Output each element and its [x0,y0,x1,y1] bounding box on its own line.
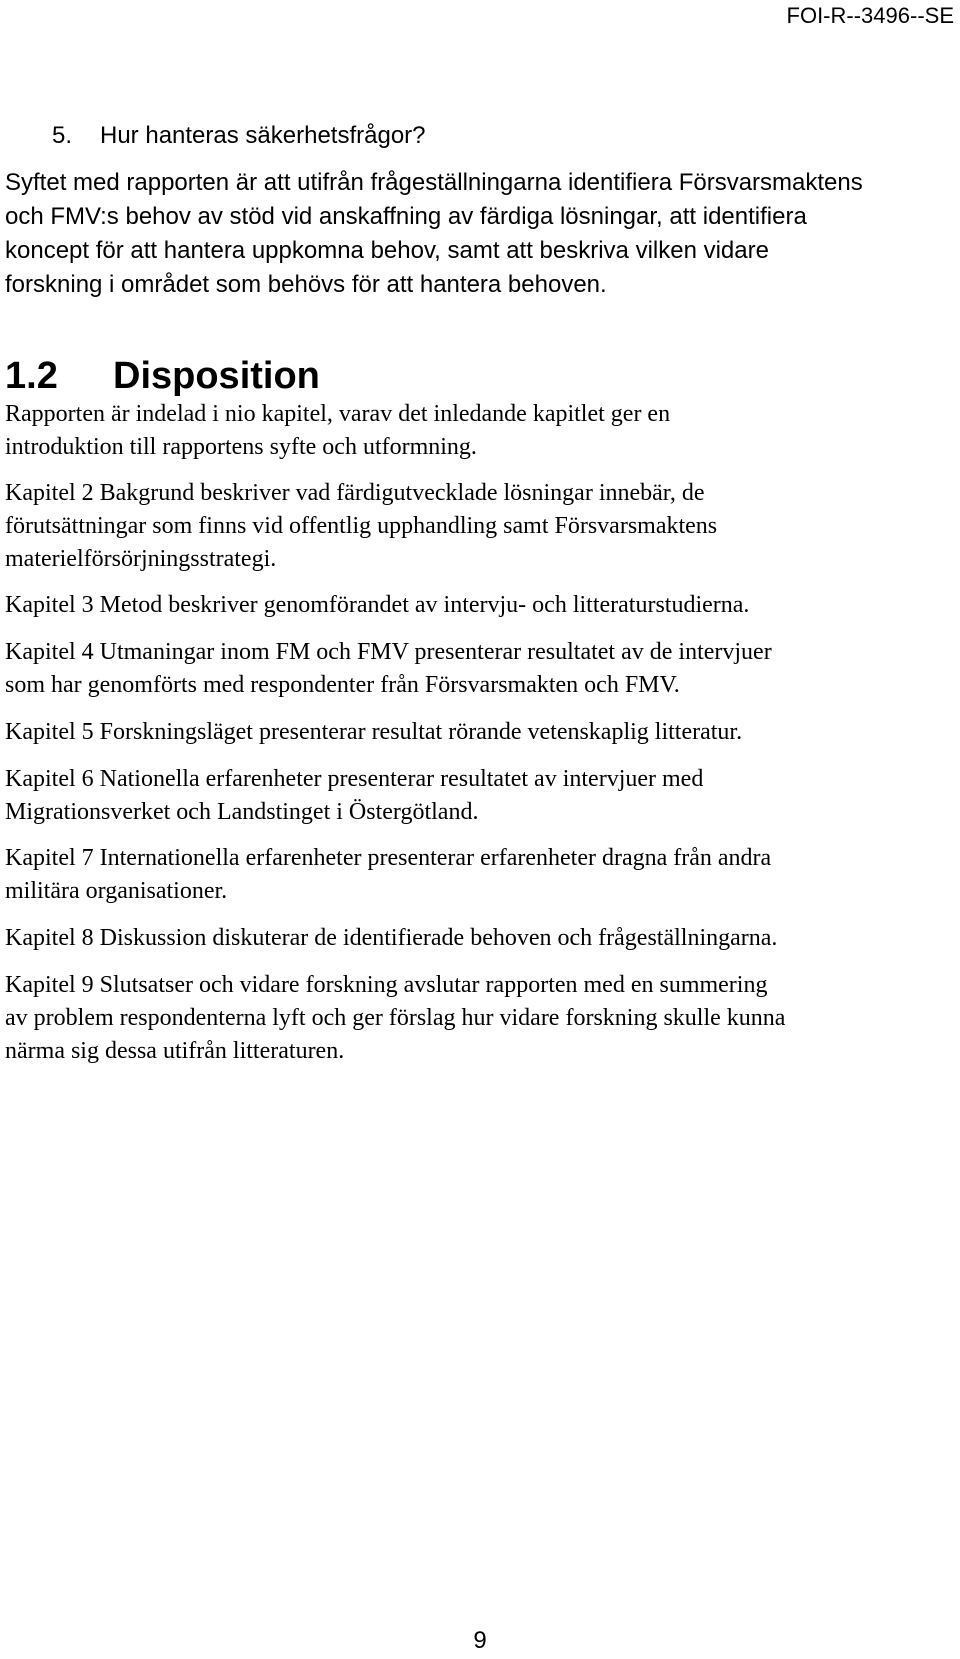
paragraph-line: Kapitel 6 Nationella erfarenheter presenterar resultatet av intervjuer med [5,766,704,792]
paragraph-line: militära organisationer. [5,878,228,904]
paragraph-chapter-5 [5,716,955,749]
question-list-item [52,120,426,152]
paragraph-line: Rapporten är indelad i nio kapitel, varav det inledande kapitlet ger en [5,401,671,427]
intro-paragraph [5,166,955,302]
section-number: 1.2 [5,355,58,397]
paragraph-line: Kapitel 3 Metod beskriver genomförandet av intervju- och litteraturstudierna. [5,592,750,618]
paragraph-line: närma sig dessa utifrån litteraturen. [5,1038,345,1064]
paragraph-line: Kapitel 9 Slutsatser och vidare forskning avslutar rapporten med en summering [5,972,768,998]
intro-line: koncept för att hantera uppkomna behov, samt att beskriva vilken vidare [5,237,769,264]
paragraph-chapter-7 [5,842,955,908]
intro-line: och FMV:s behov av stöd vid anskaffning av färdiga lösningar, att identifiera [5,203,807,230]
paragraph-chapter-2 [5,477,955,576]
report-code: FOI-R--3496--SE [786,3,954,28]
intro-line: forskning i området som behövs för att hantera behoven. [5,271,607,298]
paragraph-line: av problem respondenterna lyft och ger förslag hur vidare forskning skulle kunna [5,1005,786,1031]
paragraph-line: Migrationsverket och Landstinget i Östergötland. [5,799,479,825]
paragraph-chapter-3 [5,589,955,622]
paragraph-chapter-9 [5,969,955,1068]
section-heading [5,353,320,399]
paragraph-line: introduktion till rapportens syfte och utformning. [5,434,477,460]
list-item-text: Hur hanteras säkerhetsfrågor? [100,122,426,149]
paragraph-line: Kapitel 4 Utmaningar inom FM och FMV presenterar resultatet av de intervjuer [5,639,772,665]
paragraph-line: som har genomförts med respondenter från Försvarsmakten och FMV. [5,672,680,698]
intro-line: Syftet med rapporten är att utifrån frågeställningarna identifiera Försvarsmaktens [5,169,863,196]
section-title: Disposition [113,355,320,397]
paragraph-line: förutsättningar som finns vid offentlig upphandling samt Försvarsmaktens [5,513,718,539]
paragraph-chapter-4 [5,636,955,702]
paragraph-line: materielförsörjningsstrategi. [5,546,277,572]
list-item-number: 5. [52,122,73,149]
paragraph-line: Kapitel 7 Internationella erfarenheter presenterar erfarenheter dragna från andra [5,845,772,871]
paragraph-line: Kapitel 2 Bakgrund beskriver vad färdigutvecklade lösningar innebär, de [5,480,705,506]
paragraph-line: Kapitel 5 Forskningsläget presenterar resultat rörande vetenskaplig litteratur. [5,719,743,745]
paragraph-chapter-6 [5,763,955,829]
paragraph-overview [5,398,955,464]
paragraph-chapter-8 [5,922,955,955]
paragraph-line: Kapitel 8 Diskussion diskuterar de identifierade behoven och frågeställningarna. [5,925,778,951]
page-number: 9 [473,1627,487,1654]
